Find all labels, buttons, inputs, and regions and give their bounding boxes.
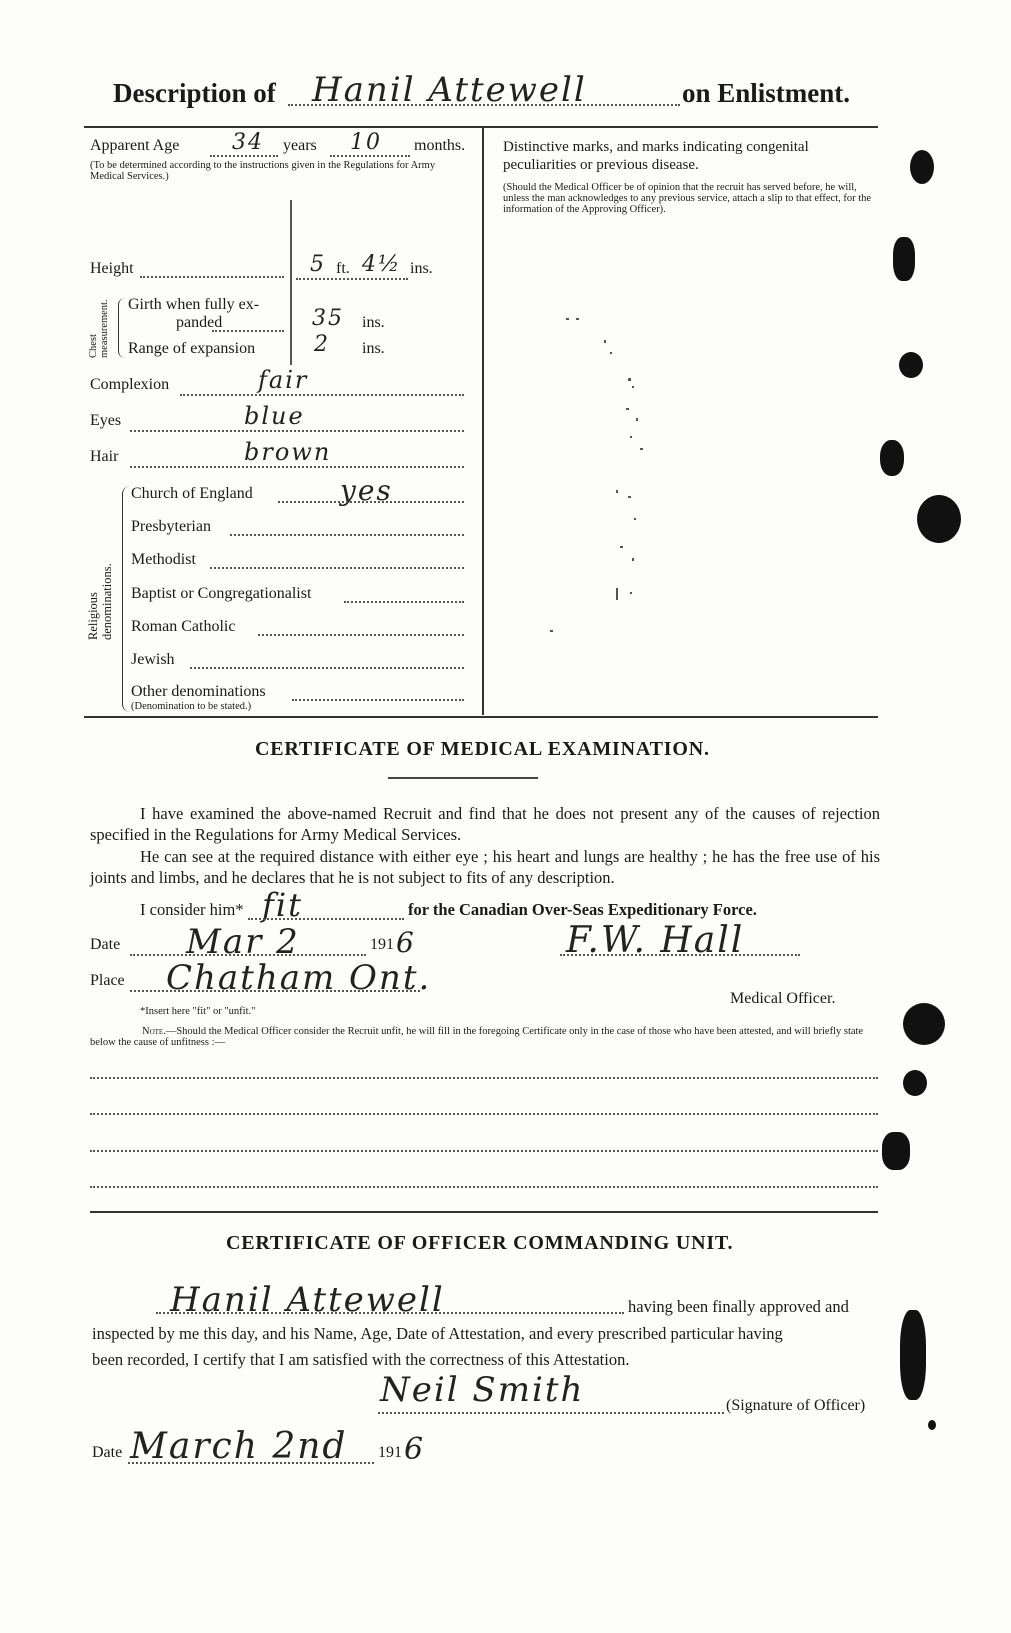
commanding-date-label: Date — [92, 1444, 123, 1461]
commanding-signature-line — [378, 1412, 724, 1414]
denom-jewish: Jewish — [131, 651, 175, 668]
range-label: Range of expansion — [128, 340, 256, 357]
hair-value: brown — [244, 438, 332, 466]
age-months-value: 10 — [350, 130, 382, 155]
header-prefix: Description of — [113, 78, 276, 108]
age-note: (To be determined according to the instructions given in the Regulations for Army Medical Services.) — [90, 160, 436, 182]
measure-divider — [290, 200, 292, 365]
faint-marks — [540, 300, 660, 640]
column-divider — [482, 127, 484, 715]
complexion-line — [180, 394, 464, 396]
hair-line — [130, 466, 464, 468]
unfitness-line-1 — [90, 1077, 878, 1079]
denom-presbyterian: Presbyterian — [131, 518, 211, 535]
age-years-value: 34 — [232, 130, 264, 155]
punch-hole — [910, 150, 934, 184]
distinctive-marks-label: Distinctive marks, and marks indicating congenital peculiarities or previous disease. — [503, 139, 809, 173]
punch-hole — [893, 237, 915, 281]
medical-title-rule — [388, 777, 538, 779]
denom-other: Other denominations — [131, 683, 266, 700]
medical-date-value: Mar 2 — [186, 922, 300, 962]
medical-officer-label: Medical Officer. — [730, 990, 836, 1007]
distinctive-marks-note: (Should the Medical Officer be of opinion that the recruit has served before, he will, unless the man acknowledges to any previous service, attach a slip to that effect, for the information of the Approving Officer). — [503, 182, 872, 215]
eyes-line — [130, 430, 464, 432]
girth-unit: ins. — [362, 314, 385, 331]
commanding-year-suffix: 6 — [404, 1432, 426, 1467]
commanding-cert-title: CERTIFICATE OF OFFICER COMMANDING UNIT. — [226, 1232, 734, 1254]
girth-label-1: Girth when fully ex- — [128, 296, 260, 313]
apparent-age-label: Apparent Age — [90, 137, 180, 154]
medical-date-line — [130, 954, 366, 956]
age-years-line — [210, 155, 278, 157]
fit-line — [248, 918, 404, 920]
medical-officer-signature: F.W. Hall — [566, 920, 745, 961]
punch-hole — [903, 1070, 927, 1096]
medical-para-1: I have examined the above-named Recruit and find that he does not present any of the causes of rejection specified in the Regulations for Army Medical Services. — [90, 804, 880, 844]
age-months-line — [330, 155, 410, 157]
punch-hole — [900, 1310, 926, 1400]
denomination-note: (Denomination to be stated.) — [131, 701, 252, 712]
insert-note: *Insert here "fit" or "unfit." — [140, 1006, 256, 1017]
medical-note — [90, 1026, 880, 1048]
commanding-name-line — [156, 1312, 624, 1314]
punch-hole — [903, 1003, 945, 1045]
height-label-line — [140, 276, 284, 278]
height-ft-value: 5 — [310, 252, 326, 277]
punch-hole — [899, 352, 923, 378]
complexion-value: fair — [258, 366, 309, 394]
signature-of-officer-label: (Signature of Officer) — [726, 1397, 866, 1414]
medical-year-suffix: 6 — [396, 926, 416, 959]
medical-year-prefix: 191 — [370, 936, 394, 953]
approved-text: having been finally approved and — [628, 1297, 849, 1316]
commanding-line-2: inspected by me this day, and his Name, Age, Date of Attestation, and every prescribed particular having — [92, 1324, 783, 1343]
religion-brace — [122, 486, 130, 712]
denom-line-3 — [210, 567, 464, 569]
denom-line-2 — [230, 534, 464, 536]
denom-methodist: Methodist — [131, 551, 196, 568]
consider-label: I consider him* — [140, 900, 244, 919]
girth-label-line — [212, 330, 284, 332]
eyes-value: blue — [244, 402, 305, 430]
place-line — [130, 990, 420, 992]
commanding-line-3: been recorded, I certify that I am satisfied with the correctness of this Attestation. — [92, 1350, 630, 1369]
medical-date-label: Date — [90, 936, 121, 953]
ins-label: ins. — [410, 260, 433, 277]
section-rule — [84, 716, 878, 718]
note-label: Note. — [142, 1026, 166, 1037]
denom-church-of-england-value: yes — [340, 474, 393, 507]
denom-line-1 — [278, 501, 464, 503]
commanding-date-value: March 2nd — [130, 1426, 348, 1467]
header-suffix: on Enlistment. — [682, 78, 851, 108]
punch-hole — [928, 1420, 936, 1430]
years-label: years — [283, 137, 317, 154]
commanding-year-prefix: 191 — [378, 1444, 402, 1461]
denom-line-5 — [258, 634, 464, 636]
header-name: Hanil Attewell — [312, 70, 587, 110]
hair-label: Hair — [90, 448, 119, 465]
place-label: Place — [90, 972, 125, 989]
unfitness-line-4 — [90, 1186, 878, 1188]
punch-hole — [882, 1132, 910, 1170]
chest-label: Chest measurement. — [88, 299, 110, 358]
ft-label: ft. — [336, 260, 350, 277]
fit-value: fit — [262, 886, 303, 924]
height-in-value: 4½ — [362, 252, 402, 277]
unfitness-line-3 — [90, 1150, 878, 1152]
religion-label: Religious denominations. — [86, 563, 114, 640]
girth-label-2: panded — [176, 314, 223, 331]
denom-baptist: Baptist or Congregationalist — [131, 585, 312, 602]
note-text: —Should the Medical Officer consider the Recruit unfit, he will fill in the foregoing Certificate only in the case of those who have been attested, and will briefly state below the cause of unfitness :— — [90, 1026, 864, 1048]
denom-line-4 — [344, 601, 464, 603]
place-value: Chatham Ont. — [166, 958, 432, 998]
medical-signature-line — [560, 954, 800, 956]
eyes-label: Eyes — [90, 412, 122, 429]
height-label: Height — [90, 260, 134, 277]
denom-roman-catholic: Roman Catholic — [131, 618, 236, 635]
commanding-name-value: Hanil Attewell — [170, 1280, 445, 1320]
commanding-signature: Neil Smith — [380, 1370, 585, 1410]
denom-line-7 — [292, 699, 464, 701]
medical-cert-title: CERTIFICATE OF MEDICAL EXAMINATION. — [255, 738, 710, 760]
complexion-label: Complexion — [90, 376, 170, 393]
medical-para-2: He can see at the required distance with either eye ; his heart and lungs are healthy ; he has the free use of his joints and limbs, and he declares that he is not subject to fits of any description. — [90, 847, 880, 887]
denom-line-6 — [190, 667, 464, 669]
chest-brace — [118, 298, 125, 358]
unfitness-line-2 — [90, 1113, 878, 1115]
months-label: months. — [414, 137, 466, 154]
range-unit: ins. — [362, 340, 385, 357]
height-value-line — [296, 278, 408, 280]
commanding-date-line — [128, 1462, 374, 1464]
section-rule-2 — [90, 1211, 878, 1213]
denom-church-of-england: Church of England — [131, 485, 253, 502]
punch-hole — [917, 495, 961, 543]
punch-hole — [880, 440, 904, 476]
girth-value: 35 — [312, 306, 344, 331]
header-name-line — [288, 104, 680, 106]
force-label: for the Canadian Over-Seas Expeditionary Force. — [408, 900, 757, 919]
header-rule — [84, 126, 878, 128]
range-value: 2 — [314, 332, 330, 357]
